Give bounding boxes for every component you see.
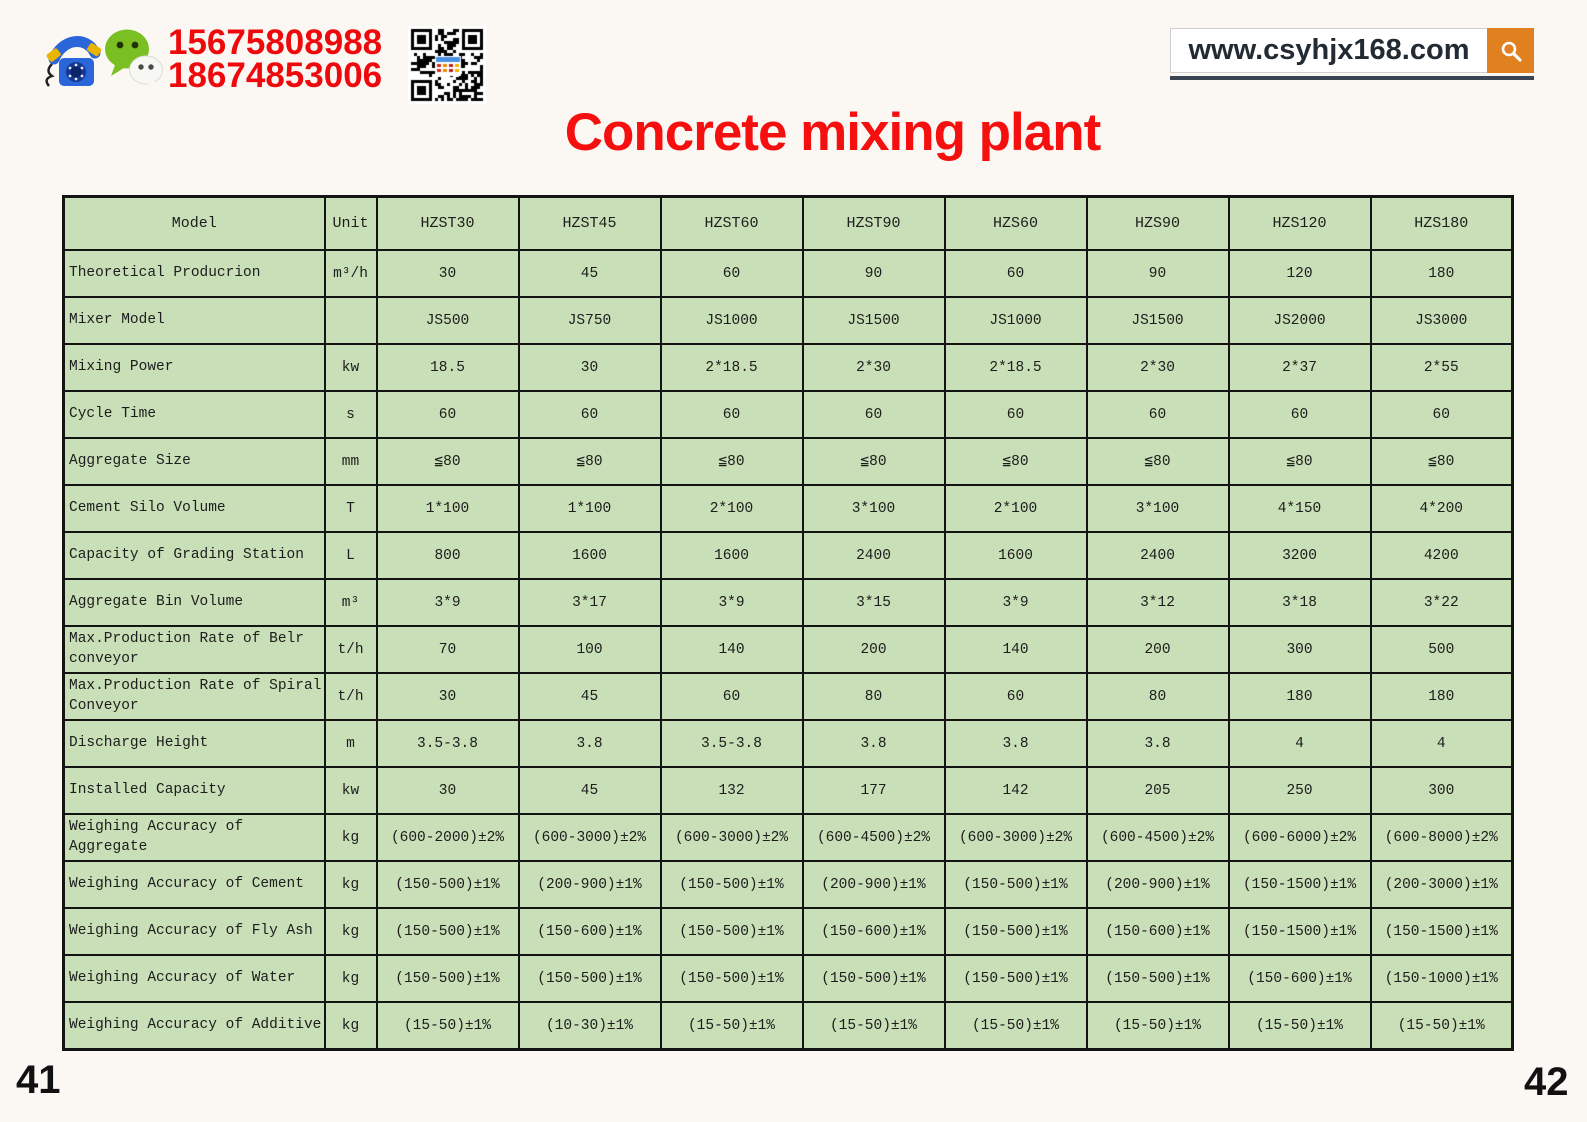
spec-table bbox=[62, 195, 1514, 1051]
table-row bbox=[64, 438, 1513, 485]
cell-value: 142 bbox=[945, 767, 1087, 814]
page-number-left: 41 bbox=[16, 1058, 61, 1102]
cell-value: ≦80 bbox=[377, 438, 519, 485]
table-row bbox=[64, 485, 1513, 532]
cell-value: 60 bbox=[945, 673, 1087, 720]
cell-value: 3*100 bbox=[803, 485, 945, 532]
cell-value: 45 bbox=[519, 250, 661, 297]
table-row bbox=[64, 861, 1513, 908]
table-row bbox=[64, 908, 1513, 955]
cell-value: (150-500)±1% bbox=[661, 861, 803, 908]
cell-value: 3.5-3.8 bbox=[661, 720, 803, 767]
cell-value: 60 bbox=[1371, 391, 1513, 438]
cell-value: (600-2000)±2% bbox=[377, 814, 519, 861]
cell-value: (150-500)±1% bbox=[661, 908, 803, 955]
row-unit: kg bbox=[325, 814, 377, 861]
search-input[interactable] bbox=[1170, 28, 1487, 73]
cell-value: 4 bbox=[1371, 720, 1513, 767]
row-unit: kw bbox=[325, 767, 377, 814]
cell-value: 250 bbox=[1229, 767, 1371, 814]
row-unit: L bbox=[325, 532, 377, 579]
row-label: Theoretical Producrion bbox=[64, 250, 325, 297]
cell-value: 177 bbox=[803, 767, 945, 814]
cell-value: 70 bbox=[377, 626, 519, 673]
row-unit: kg bbox=[325, 908, 377, 955]
table-row bbox=[64, 814, 1513, 861]
row-label: Weighing Accuracy of Water bbox=[64, 955, 325, 1002]
cell-value: JS750 bbox=[519, 297, 661, 344]
cell-value: 2*18.5 bbox=[945, 344, 1087, 391]
cell-value: (150-1000)±1% bbox=[1371, 955, 1513, 1002]
cell-value: ≦80 bbox=[1371, 438, 1513, 485]
cell-value: 2400 bbox=[803, 532, 945, 579]
column-header: HZS120 bbox=[1229, 197, 1371, 251]
table-row bbox=[64, 1002, 1513, 1050]
cell-value: 4*150 bbox=[1229, 485, 1371, 532]
cell-value: 30 bbox=[377, 250, 519, 297]
cell-value: 3.8 bbox=[1087, 720, 1229, 767]
table-row bbox=[64, 250, 1513, 297]
phone-number-2: 18674853006 bbox=[168, 56, 383, 95]
cell-value: ≦80 bbox=[945, 438, 1087, 485]
column-header: HZST45 bbox=[519, 197, 661, 251]
row-label: Weighing Accuracy of Additive bbox=[64, 1002, 325, 1050]
cell-value: (15-50)±1% bbox=[1371, 1002, 1513, 1050]
cell-value: 60 bbox=[661, 673, 803, 720]
cell-value: ≦80 bbox=[803, 438, 945, 485]
cell-value: 140 bbox=[945, 626, 1087, 673]
cell-value: 3*100 bbox=[1087, 485, 1229, 532]
website-underline bbox=[1170, 76, 1534, 80]
cell-value: (600-4500)±2% bbox=[1087, 814, 1229, 861]
cell-value: (15-50)±1% bbox=[1229, 1002, 1371, 1050]
cell-value: (150-500)±1% bbox=[1087, 955, 1229, 1002]
cell-value: 1600 bbox=[945, 532, 1087, 579]
row-label: Weighing Accuracy of Fly Ash bbox=[64, 908, 325, 955]
row-label: Aggregate Bin Volume bbox=[64, 579, 325, 626]
cell-value: JS2000 bbox=[1229, 297, 1371, 344]
row-unit: m bbox=[325, 720, 377, 767]
cell-value: (150-500)±1% bbox=[661, 955, 803, 1002]
column-header: HZST90 bbox=[803, 197, 945, 251]
cell-value: 4*200 bbox=[1371, 485, 1513, 532]
row-unit: t/h bbox=[325, 626, 377, 673]
cell-value: 3*9 bbox=[377, 579, 519, 626]
cell-value: (150-600)±1% bbox=[519, 908, 661, 955]
row-unit: T bbox=[325, 485, 377, 532]
cell-value: 132 bbox=[661, 767, 803, 814]
cell-value: (150-500)±1% bbox=[803, 955, 945, 1002]
cell-value: 3*15 bbox=[803, 579, 945, 626]
cell-value: 120 bbox=[1229, 250, 1371, 297]
page-number-right: 42 bbox=[1524, 1060, 1569, 1104]
row-label: Aggregate Size bbox=[64, 438, 325, 485]
cell-value: 1600 bbox=[519, 532, 661, 579]
website-bar bbox=[1170, 28, 1534, 80]
cell-value: 3*12 bbox=[1087, 579, 1229, 626]
cell-value: (15-50)±1% bbox=[945, 1002, 1087, 1050]
cell-value: 45 bbox=[519, 767, 661, 814]
column-header: Unit bbox=[325, 197, 377, 251]
cell-value: 60 bbox=[519, 391, 661, 438]
table-row bbox=[64, 955, 1513, 1002]
table-row bbox=[64, 391, 1513, 438]
spec-table-body bbox=[64, 250, 1513, 1050]
cell-value: 2*55 bbox=[1371, 344, 1513, 391]
row-unit: kg bbox=[325, 1002, 377, 1050]
cell-value: (600-3000)±2% bbox=[661, 814, 803, 861]
row-label: Max.Production Rate of Belr conveyor bbox=[64, 626, 325, 673]
row-label: Mixing Power bbox=[64, 344, 325, 391]
cell-value: 60 bbox=[1087, 391, 1229, 438]
cell-value: 3*9 bbox=[661, 579, 803, 626]
cell-value: ≦80 bbox=[1087, 438, 1229, 485]
cell-value: 1*100 bbox=[377, 485, 519, 532]
cell-value: 3.8 bbox=[945, 720, 1087, 767]
column-header: Model bbox=[64, 197, 325, 251]
cell-value: 30 bbox=[377, 767, 519, 814]
cell-value: (200-900)±1% bbox=[519, 861, 661, 908]
cell-value: 60 bbox=[1229, 391, 1371, 438]
column-header: HZST60 bbox=[661, 197, 803, 251]
cell-value: (15-50)±1% bbox=[377, 1002, 519, 1050]
cell-value: JS1000 bbox=[661, 297, 803, 344]
wechat-icon bbox=[104, 26, 164, 95]
cell-value: 3.8 bbox=[803, 720, 945, 767]
table-row bbox=[64, 720, 1513, 767]
column-header: HZS180 bbox=[1371, 197, 1513, 251]
cell-value: (200-3000)±1% bbox=[1371, 861, 1513, 908]
row-label: Mixer Model bbox=[64, 297, 325, 344]
cell-value: 18.5 bbox=[377, 344, 519, 391]
cell-value: 300 bbox=[1229, 626, 1371, 673]
cell-value: ≦80 bbox=[661, 438, 803, 485]
cell-value: 2400 bbox=[1087, 532, 1229, 579]
cell-value: (15-50)±1% bbox=[803, 1002, 945, 1050]
cell-value: 4 bbox=[1229, 720, 1371, 767]
cell-value: (15-50)±1% bbox=[1087, 1002, 1229, 1050]
table-row bbox=[64, 626, 1513, 673]
cell-value: (600-6000)±2% bbox=[1229, 814, 1371, 861]
cell-value: 60 bbox=[803, 391, 945, 438]
row-label: Installed Capacity bbox=[64, 767, 325, 814]
cell-value: (150-600)±1% bbox=[803, 908, 945, 955]
column-header: HZST30 bbox=[377, 197, 519, 251]
row-unit bbox=[325, 297, 377, 344]
cell-value: (15-50)±1% bbox=[661, 1002, 803, 1050]
row-unit: kg bbox=[325, 955, 377, 1002]
cell-value: 90 bbox=[1087, 250, 1229, 297]
table-row bbox=[64, 579, 1513, 626]
row-unit: m³/h bbox=[325, 250, 377, 297]
cell-value: 90 bbox=[803, 250, 945, 297]
cell-value: (200-900)±1% bbox=[1087, 861, 1229, 908]
search-icon bbox=[1499, 39, 1523, 63]
row-label: Weighing Accuracy of Aggregate bbox=[64, 814, 325, 861]
cell-value: JS1000 bbox=[945, 297, 1087, 344]
row-unit: kg bbox=[325, 861, 377, 908]
cell-value: (150-1500)±1% bbox=[1371, 908, 1513, 955]
table-row bbox=[64, 297, 1513, 344]
cell-value: 30 bbox=[377, 673, 519, 720]
search-button[interactable] bbox=[1487, 28, 1534, 73]
page-title: Concrete mixing plant bbox=[564, 103, 1101, 162]
cell-value: 60 bbox=[377, 391, 519, 438]
cell-value: ≦80 bbox=[1229, 438, 1371, 485]
cell-value: 4200 bbox=[1371, 532, 1513, 579]
cell-value: 300 bbox=[1371, 767, 1513, 814]
cell-value: 3*17 bbox=[519, 579, 661, 626]
cell-value: (150-500)±1% bbox=[945, 955, 1087, 1002]
contact-phone-numbers bbox=[168, 23, 383, 95]
cell-value: ≦80 bbox=[519, 438, 661, 485]
cell-value: JS3000 bbox=[1371, 297, 1513, 344]
cell-value: 60 bbox=[945, 391, 1087, 438]
row-label: Capacity of Grading Station bbox=[64, 532, 325, 579]
cell-value: (600-3000)±2% bbox=[945, 814, 1087, 861]
qr-code bbox=[408, 26, 486, 104]
row-unit: s bbox=[325, 391, 377, 438]
cell-value: (150-1500)±1% bbox=[1229, 908, 1371, 955]
column-header: HZS60 bbox=[945, 197, 1087, 251]
cell-value: (150-600)±1% bbox=[1087, 908, 1229, 955]
row-label: Cement Silo Volume bbox=[64, 485, 325, 532]
cell-value: (600-8000)±2% bbox=[1371, 814, 1513, 861]
cell-value: 200 bbox=[803, 626, 945, 673]
cell-value: 60 bbox=[661, 250, 803, 297]
cell-value: 1*100 bbox=[519, 485, 661, 532]
row-label: Discharge Height bbox=[64, 720, 325, 767]
cell-value: (150-500)±1% bbox=[377, 861, 519, 908]
table-row bbox=[64, 673, 1513, 720]
cell-value: 2*18.5 bbox=[661, 344, 803, 391]
cell-value: (600-4500)±2% bbox=[803, 814, 945, 861]
row-label: Weighing Accuracy of Cement bbox=[64, 861, 325, 908]
cell-value: (150-1500)±1% bbox=[1229, 861, 1371, 908]
phone-number-1: 15675808988 bbox=[168, 23, 383, 62]
cell-value: (150-500)±1% bbox=[377, 955, 519, 1002]
cell-value: JS500 bbox=[377, 297, 519, 344]
cell-value: 80 bbox=[1087, 673, 1229, 720]
cell-value: 140 bbox=[661, 626, 803, 673]
cell-value: 80 bbox=[803, 673, 945, 720]
cell-value: 2*37 bbox=[1229, 344, 1371, 391]
cell-value: 3.8 bbox=[519, 720, 661, 767]
cell-value: 2*100 bbox=[945, 485, 1087, 532]
cell-value: 180 bbox=[1371, 673, 1513, 720]
cell-value: 180 bbox=[1371, 250, 1513, 297]
cell-value: 3*9 bbox=[945, 579, 1087, 626]
cell-value: 100 bbox=[519, 626, 661, 673]
row-label: Cycle Time bbox=[64, 391, 325, 438]
cell-value: 2*30 bbox=[803, 344, 945, 391]
cell-value: (150-500)±1% bbox=[945, 908, 1087, 955]
cell-value: JS1500 bbox=[1087, 297, 1229, 344]
cell-value: 500 bbox=[1371, 626, 1513, 673]
cell-value: 3.5-3.8 bbox=[377, 720, 519, 767]
cell-value: 30 bbox=[519, 344, 661, 391]
cell-value: 3*18 bbox=[1229, 579, 1371, 626]
cell-value: 2*30 bbox=[1087, 344, 1229, 391]
row-label: Max.Production Rate of Spiral Conveyor bbox=[64, 673, 325, 720]
cell-value: 3*22 bbox=[1371, 579, 1513, 626]
cell-value: JS1500 bbox=[803, 297, 945, 344]
cell-value: 180 bbox=[1229, 673, 1371, 720]
cell-value: (150-600)±1% bbox=[1229, 955, 1371, 1002]
cell-value: (150-500)±1% bbox=[945, 861, 1087, 908]
row-unit: mm bbox=[325, 438, 377, 485]
cell-value: 45 bbox=[519, 673, 661, 720]
column-header: HZS90 bbox=[1087, 197, 1229, 251]
cell-value: 2*100 bbox=[661, 485, 803, 532]
spec-table-head bbox=[64, 197, 1513, 251]
table-row bbox=[64, 532, 1513, 579]
cell-value: 60 bbox=[945, 250, 1087, 297]
header-row bbox=[64, 197, 1513, 251]
phone-icon bbox=[42, 32, 104, 95]
cell-value: 1600 bbox=[661, 532, 803, 579]
row-unit: m³ bbox=[325, 579, 377, 626]
cell-value: (150-500)±1% bbox=[519, 955, 661, 1002]
row-unit: kw bbox=[325, 344, 377, 391]
cell-value: (10-30)±1% bbox=[519, 1002, 661, 1050]
cell-value: (600-3000)±2% bbox=[519, 814, 661, 861]
cell-value: (150-500)±1% bbox=[377, 908, 519, 955]
cell-value: (200-900)±1% bbox=[803, 861, 945, 908]
cell-value: 60 bbox=[661, 391, 803, 438]
table-row bbox=[64, 344, 1513, 391]
cell-value: 800 bbox=[377, 532, 519, 579]
row-unit: t/h bbox=[325, 673, 377, 720]
cell-value: 200 bbox=[1087, 626, 1229, 673]
cell-value: 3200 bbox=[1229, 532, 1371, 579]
table-row bbox=[64, 767, 1513, 814]
cell-value: 205 bbox=[1087, 767, 1229, 814]
